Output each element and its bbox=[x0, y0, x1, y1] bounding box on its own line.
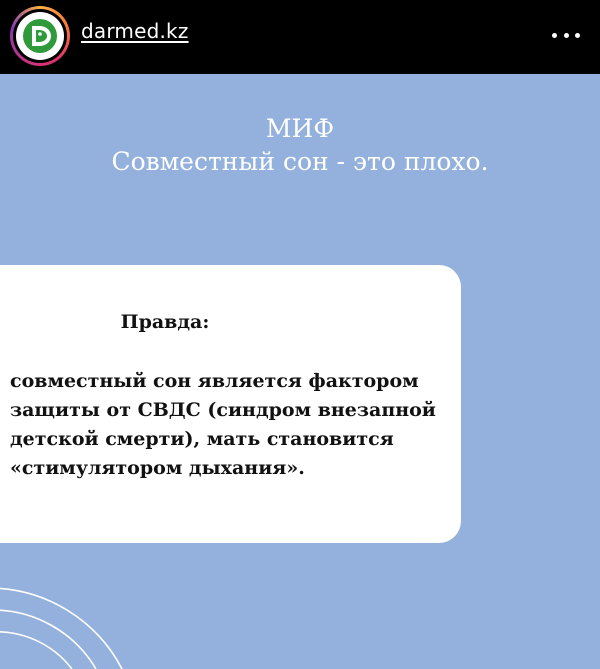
username-link[interactable]: darmed.kz bbox=[81, 19, 189, 43]
dot bbox=[575, 33, 580, 38]
myth-heading: МИФ bbox=[265, 114, 335, 143]
darmed-logo-icon bbox=[16, 12, 64, 60]
truth-text: совместный сон является фактором защиты от СВДС (синдром внезапной детской смерти), мать становится «стимулятором дыхания». bbox=[10, 370, 436, 479]
profile-avatar[interactable] bbox=[10, 6, 70, 66]
story-header bbox=[0, 0, 600, 74]
truth-card bbox=[0, 265, 461, 543]
myth-block bbox=[0, 112, 600, 178]
truth-title: Правда: bbox=[120, 311, 210, 333]
dot bbox=[564, 33, 569, 38]
more-options-icon[interactable] bbox=[552, 31, 580, 39]
dot bbox=[552, 33, 557, 38]
myth-statement: Совместный сон - это плохо. bbox=[111, 147, 489, 176]
decorative-arcs bbox=[0, 540, 180, 669]
